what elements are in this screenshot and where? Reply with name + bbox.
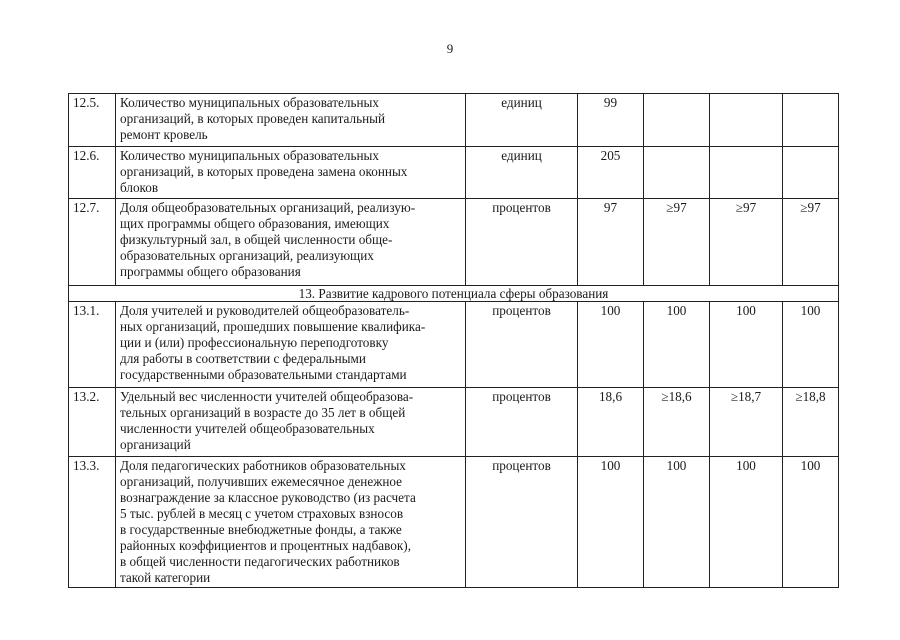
table-row xyxy=(69,94,839,147)
description-line: блоков xyxy=(120,180,159,195)
description-line: Доля общеобразовательных организаций, реализую- xyxy=(120,200,416,215)
description-line: районных коэффициентов и процентных надбавок), xyxy=(120,538,411,553)
row-unit: процентов xyxy=(466,302,578,388)
description-line: организаций, в которых проведен капитальный xyxy=(120,111,386,126)
row-unit: единиц xyxy=(466,94,578,147)
description-line: Количество муниципальных образовательных xyxy=(120,95,380,110)
description-line: государственными образовательными стандартами xyxy=(120,367,407,382)
description-line: Количество муниципальных образовательных xyxy=(120,148,380,163)
description-line: тельных организаций в возрасте до 35 лет в общей xyxy=(120,405,406,420)
row-number: 13.1. xyxy=(69,302,116,388)
table-row xyxy=(69,147,839,199)
value-cell-4 xyxy=(783,94,839,147)
value-cell-3: 100 xyxy=(710,302,783,388)
row-unit: процентов xyxy=(466,199,578,286)
description-line: щих программы общего образования, имеющих xyxy=(120,216,390,231)
row-description xyxy=(116,457,466,588)
section-title: 13. Развитие кадрового потенциала сферы образования xyxy=(69,286,839,302)
value-cell-2: ≥97 xyxy=(644,199,710,286)
value-cell-3 xyxy=(710,147,783,199)
row-number: 12.7. xyxy=(69,199,116,286)
description-line: численности учителей общеобразовательных xyxy=(120,421,375,436)
description-line: Удельный вес численности учителей общеобразова- xyxy=(120,389,414,404)
row-unit: процентов xyxy=(466,388,578,457)
description-line: образовательных организаций, реализующих xyxy=(120,248,374,263)
page-number: 9 xyxy=(446,41,454,56)
value-cell-3: ≥18,7 xyxy=(710,388,783,457)
value-cell-1: 205 xyxy=(578,147,644,199)
row-description xyxy=(116,302,466,388)
table-row xyxy=(69,302,839,388)
row-unit: процентов xyxy=(466,457,578,588)
description-line: Доля педагогических работников образовательных xyxy=(120,458,406,473)
value-cell-4: 100 xyxy=(783,302,839,388)
description-line: вознаграждение за классное руководство (из расчета xyxy=(120,490,416,505)
description-line: организаций, получивших ежемесячное денежное xyxy=(120,474,402,489)
description-line: физкультурный зал, в общей численности обще- xyxy=(120,232,393,247)
description-line: 5 тыс. рублей в месяц с учетом страховых взносов xyxy=(120,506,404,521)
table-body-section-13-header xyxy=(69,286,839,302)
value-cell-3: 100 xyxy=(710,457,783,588)
value-cell-3 xyxy=(710,94,783,147)
description-line: ных организаций, прошедших повышение квалифика- xyxy=(120,319,426,334)
value-cell-4 xyxy=(783,147,839,199)
table-body-section-12 xyxy=(69,94,839,286)
value-cell-1: 99 xyxy=(578,94,644,147)
value-cell-2 xyxy=(644,147,710,199)
value-cell-4: ≥18,8 xyxy=(783,388,839,457)
value-cell-1: 100 xyxy=(578,302,644,388)
description-line: ремонт кровель xyxy=(120,127,208,142)
description-line: организаций, в которых проведена замена оконных xyxy=(120,164,408,179)
description-line: в государственные внебюджетные фонды, а также xyxy=(120,522,402,537)
table-row xyxy=(69,457,839,588)
value-cell-2: 100 xyxy=(644,457,710,588)
value-cell-1: 100 xyxy=(578,457,644,588)
description-line: организаций xyxy=(120,437,191,452)
indicators-table xyxy=(68,93,839,588)
description-line: ции и (или) профессиональную переподготовку xyxy=(120,335,389,350)
description-line: программы общего образования xyxy=(120,264,301,279)
row-description xyxy=(116,94,466,147)
value-cell-2 xyxy=(644,94,710,147)
description-line: для работы в соответствии с федеральными xyxy=(120,351,366,366)
table-body-section-13 xyxy=(69,302,839,588)
row-number: 13.3. xyxy=(69,457,116,588)
value-cell-2: ≥18,6 xyxy=(644,388,710,457)
row-description xyxy=(116,199,466,286)
row-number: 13.2. xyxy=(69,388,116,457)
description-line: Доля учителей и руководителей общеобразователь- xyxy=(120,303,410,318)
row-number: 12.5. xyxy=(69,94,116,147)
value-cell-2: 100 xyxy=(644,302,710,388)
row-description xyxy=(116,388,466,457)
table-row xyxy=(69,388,839,457)
description-line: такой категории xyxy=(120,570,211,585)
table-row xyxy=(69,199,839,286)
value-cell-3: ≥97 xyxy=(710,199,783,286)
value-cell-1: 18,6 xyxy=(578,388,644,457)
row-description xyxy=(116,147,466,199)
value-cell-4: 100 xyxy=(783,457,839,588)
value-cell-1: 97 xyxy=(578,199,644,286)
description-line: в общей численности педагогических работников xyxy=(120,554,400,569)
row-number: 12.6. xyxy=(69,147,116,199)
section-header-row xyxy=(69,286,839,302)
value-cell-4: ≥97 xyxy=(783,199,839,286)
row-unit: единиц xyxy=(466,147,578,199)
